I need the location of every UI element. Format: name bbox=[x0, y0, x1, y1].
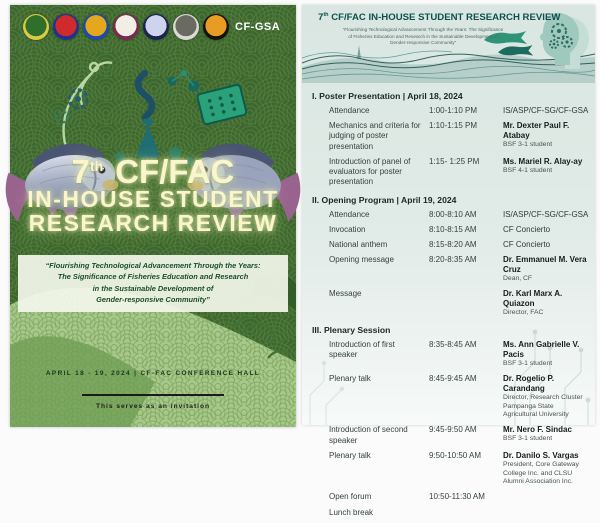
schedule-row: Opening message 8:20-8:35 AM Dr. Emmanuel M. Vera Cruz Dean, CF bbox=[329, 255, 587, 283]
schedule-row: Message Dr. Karl Marx A. Quiazon Director, FAC bbox=[329, 289, 563, 317]
partner-logo-row bbox=[23, 14, 290, 40]
rooster-logo-icon bbox=[53, 14, 79, 40]
section-heading-opening-program: II. Opening Program | April 19, 2024 bbox=[312, 194, 457, 205]
schedule-row: Introduction of panel of evaluators for poster presentation 1:15- 1:25 PM Ms. Mariel R. Alay-ay BSF 4-1 student bbox=[329, 156, 583, 187]
poster-title-line1: 7th CF/FAC bbox=[71, 153, 235, 190]
navy-emblem-icon bbox=[143, 14, 169, 40]
schedule-row: Mechanics and criteria for judging of poster presentation 1:10-1:15 PM Mr. Dexter Paul F. Atabay BSF 3-1 student bbox=[329, 121, 570, 151]
invitation-note: This serves as an invitation bbox=[95, 403, 211, 410]
poster-theme-quote: “Flourishing Technological Advancement Through the Years: The Significance of Fisheries Education and Research in the Sustainable Development of Gender-responsive Community” bbox=[18, 255, 288, 312]
hands-logo-icon bbox=[113, 14, 139, 40]
schedule-row: Introduction of second speaker 9:45-9:50 AM Mr. Nero F. Sindac BSF 3-1 student bbox=[329, 425, 572, 445]
schedule-row: Open forum 10:50-11:30 AM bbox=[329, 492, 485, 502]
event-date-venue: APRIL 18 - 19, 2024 | CF-FAC CONFERENCE HALL bbox=[45, 370, 261, 377]
university-seal-icon bbox=[23, 14, 49, 40]
shield-logo-icon bbox=[203, 14, 229, 40]
swirl-logo-icon bbox=[83, 14, 109, 40]
poster-title bbox=[10, 155, 296, 236]
schedule-row: National anthem 8:15-8:20 AM CF Concierto bbox=[329, 240, 551, 250]
poster-title-line2: IN-HOUSE STUDENT bbox=[27, 186, 279, 212]
schedule-row: Plenary talk 9:50-10:50 AM Dr. Danilo S. Vargas President, Core Gateway College Inc. and CLSU Alumni Association Inc. bbox=[329, 450, 579, 486]
schedule-row: Plenary talk 8:45-9:45 AM Dr. Rogelio P. Carandang Director, Research Cluster Pampanga State Agricultural University bbox=[329, 373, 583, 419]
program-subtitle: “Flourishing Technological Advancement Through the Years: The Significance of Fisheries Education and Research in the Sustainable Development of Gender-responsive Community” bbox=[342, 27, 504, 46]
schedule-row: Attendance 8:00-8:10 AM IS/ASP/CF-SG/CF-GSA bbox=[329, 209, 589, 219]
poster-title-line3: RESEARCH REVIEW bbox=[28, 209, 278, 236]
section-heading-plenary-session: III. Plenary Session bbox=[312, 325, 391, 335]
section-heading-poster-presentation: I. Poster Presentation | April 18, 2024 bbox=[312, 91, 463, 101]
schedule-list bbox=[312, 84, 589, 523]
cf-gsa-label: CF-GSA bbox=[235, 21, 281, 33]
program-title: 7th CF/FAC IN-HOUSE STUDENT RESEARCH REVIEW bbox=[318, 12, 561, 24]
schedule-row: Attendance 1:00-1:10 PM IS/ASP/CF-SG/CF-GSA bbox=[329, 106, 589, 115]
schedule-row: Introduction of first speaker 8:35-8:45 AM Ms. Ann Gabrielle V. Pacis BSF 3-1 student bbox=[329, 340, 580, 367]
program-schedule-panel bbox=[302, 5, 595, 517]
gray-seal-icon bbox=[173, 14, 199, 40]
schedule-row: Invocation 8:10-8:15 AM CF Concierto bbox=[329, 224, 551, 234]
invitation-divider bbox=[82, 394, 224, 396]
schedule-row: Lunch break bbox=[329, 507, 374, 517]
invitation-poster bbox=[10, 5, 296, 427]
